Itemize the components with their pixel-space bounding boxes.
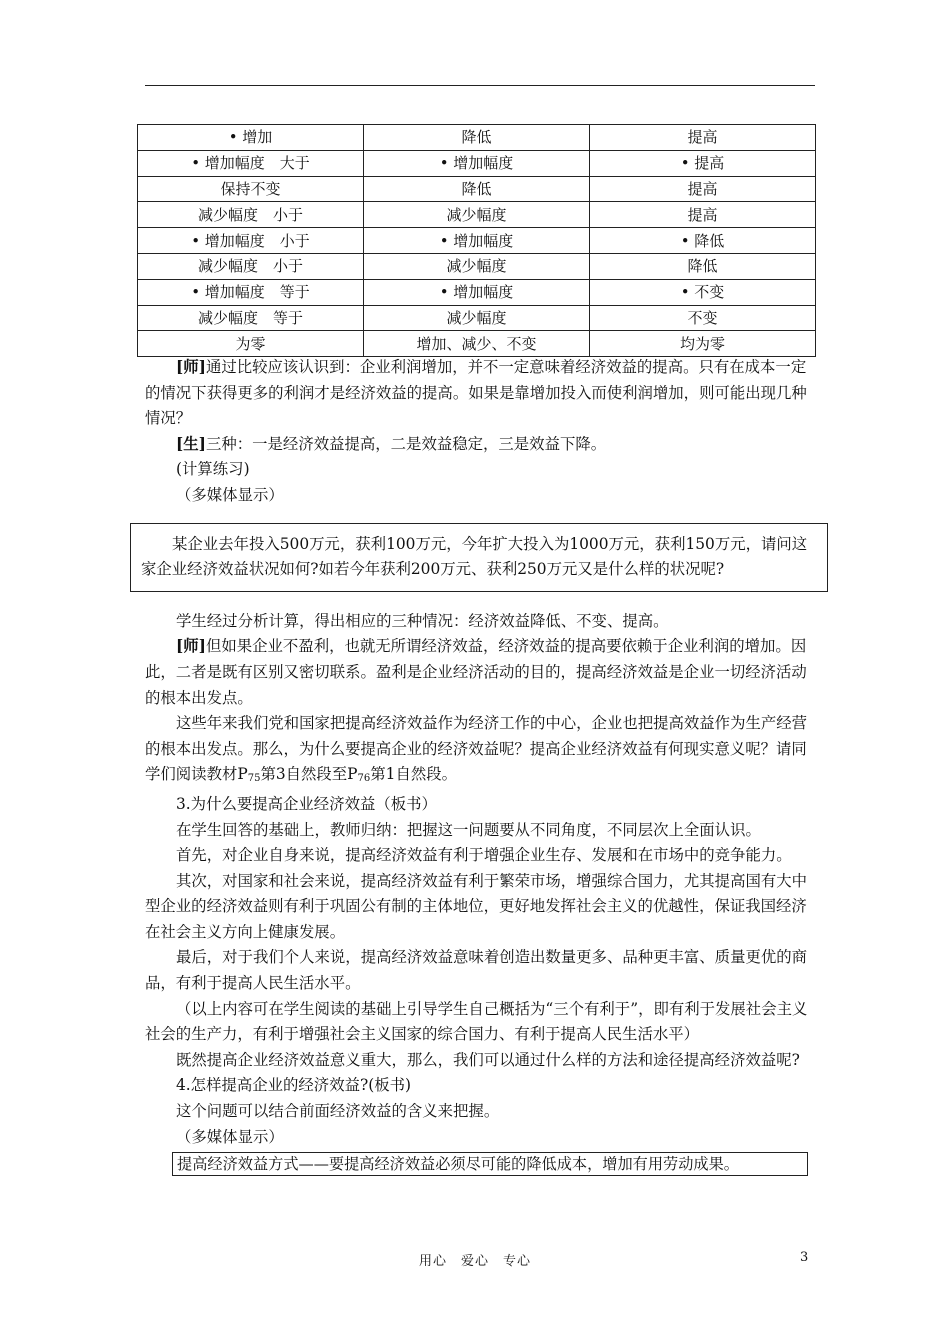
page-number: 3 bbox=[800, 1250, 809, 1265]
table-cell: 不变 bbox=[590, 305, 816, 331]
three-benefits-paragraph: （以上内容可在学生阅读的基础上引导学生自己概括为“三个有利于”，即有利于发展社会主义社会的生产力，有利于增强社会主义国家的综合国力、有利于提高人民生活水平） bbox=[145, 999, 808, 1044]
table-cell: 保持不变 bbox=[138, 176, 364, 202]
comparison-table-body bbox=[138, 125, 816, 357]
table-cell: • 增加幅度 bbox=[364, 228, 590, 254]
table-row bbox=[138, 125, 816, 151]
student-tag: [生] bbox=[176, 434, 206, 453]
table-row bbox=[138, 279, 816, 305]
hint-paragraph: 这个问题可以结合前面经济效益的含义来把握。 bbox=[176, 1102, 500, 1121]
first-point-paragraph: 首先，对企业自身来说，提高经济效益有利于增强企业生存、发展和在市场中的竞争能力。 bbox=[176, 846, 792, 865]
student-paragraph bbox=[145, 432, 815, 458]
table-cell: 增加、减少、不变 bbox=[364, 331, 590, 357]
footer-motto: 用心 爱心 专心 bbox=[418, 1254, 531, 1269]
exercise-box bbox=[130, 523, 828, 592]
table-cell: 减少幅度 小于 bbox=[138, 202, 364, 228]
para4-text: 但如果企业不盈利，也就无所谓经济效益，经济效益的提高要依赖于企业利润的增加。因此，二者是既有区别又密切联系。盈利是企业经济活动的目的，提高经济效益是企业一切经济活动的根本出发点。 bbox=[145, 637, 807, 707]
para5-text-c: 第1自然段。 bbox=[370, 765, 458, 784]
exercise-text: 某企业去年投入500万元，获利100万元，今年扩大投入为1000万元，获利150万元，请问这家企业经济效益状况如何?如若今年获利200万元、获利250万元又是什么样的状况呢? bbox=[141, 534, 808, 579]
table-cell: 降低 bbox=[590, 253, 816, 279]
student-result-paragraph: 学生经过分析计算，得出相应的三种情况：经济效益降低、不变、提高。 bbox=[176, 611, 669, 630]
table-cell: • 增加幅度 大于 bbox=[138, 150, 364, 176]
table-cell: 降低 bbox=[364, 176, 590, 202]
table-cell: 提高 bbox=[590, 125, 816, 151]
table-cell: • 不变 bbox=[590, 279, 816, 305]
table-cell: 减少幅度 bbox=[364, 253, 590, 279]
reading-assignment-paragraph bbox=[145, 711, 815, 792]
page-subscript-75: 75 bbox=[247, 773, 261, 785]
table-row bbox=[138, 228, 816, 254]
page-subscript-76: 76 bbox=[357, 773, 371, 785]
table-cell: 提高 bbox=[590, 176, 816, 202]
table-row bbox=[138, 331, 816, 357]
table-row bbox=[138, 253, 816, 279]
teacher-tag-2: [师] bbox=[176, 637, 206, 656]
transition-paragraph: 既然提高企业经济效益意义重大，那么，我们可以通过什么样的方法和途径提高经济效益呢? bbox=[176, 1050, 800, 1069]
table-row bbox=[138, 150, 816, 176]
comparison-table bbox=[137, 124, 816, 357]
calc-label: (计算练习) bbox=[176, 460, 250, 479]
section-heading-4: 4.怎样提高企业的经济效益?(板书) bbox=[176, 1076, 412, 1095]
teacher-paragraph-2 bbox=[145, 634, 815, 711]
section-heading-3: 3.为什么要提高企业经济效益（板书） bbox=[176, 794, 437, 813]
table-cell: 减少幅度 bbox=[364, 202, 590, 228]
table-cell: 均为零 bbox=[590, 331, 816, 357]
table-cell: • 提高 bbox=[590, 150, 816, 176]
table-cell: • 增加幅度 bbox=[364, 150, 590, 176]
table-cell: • 增加 bbox=[138, 125, 364, 151]
media-label-1: （多媒体显示） bbox=[176, 485, 284, 504]
table-cell: 减少幅度 小于 bbox=[138, 253, 364, 279]
para2-text: 三种：一是经济效益提高，二是效益稳定，三是效益下降。 bbox=[205, 434, 607, 453]
second-point-paragraph: 其次，对国家和社会来说，提高经济效益有利于繁荣市场，增强综合国力，尤其提高国有大中型企业的经济效益则有利于巩固公有制的主体地位，更好地发挥社会主义的优越性，保证我国经济在社会主义方向上健康发展。 bbox=[145, 871, 808, 941]
table-cell: • 增加幅度 bbox=[364, 279, 590, 305]
para5-text-a: 这些年来我们党和国家把提高经济效益作为经济工作的中心，企业也把提高效益作为生产经营的根本出发点。那么，为什么要提高企业的经济效益呢？提高企业经济效益有何现实意义呢？请同学们阅读教材P bbox=[145, 714, 808, 784]
table-cell: 降低 bbox=[364, 125, 590, 151]
teacher-tag: [师] bbox=[176, 358, 206, 376]
teacher-paragraph-1 bbox=[145, 355, 815, 432]
table-cell: • 增加幅度 小于 bbox=[138, 228, 364, 254]
table-cell: 提高 bbox=[590, 202, 816, 228]
table-row bbox=[138, 176, 816, 202]
method-box: 提高经济效益方式——要提高经济效益必须尽可能的降低成本，增加有用劳动成果。 bbox=[172, 1152, 808, 1176]
table-row bbox=[138, 202, 816, 228]
header-rule bbox=[145, 85, 815, 86]
table-cell: 为零 bbox=[138, 331, 364, 357]
para1-text: 通过比较应该认识到：企业利润增加，并不一定意味着经济效益的提高。只有在成本一定的情况下获得更多的利润才是经济效益的提高。如果是靠增加投入而使利润增加，则可能出现几种情况？ bbox=[145, 358, 807, 428]
summary-paragraph: 在学生回答的基础上，教师归纳：把握这一问题要从不同角度，不同层次上全面认识。 bbox=[176, 820, 761, 839]
table-row bbox=[138, 305, 816, 331]
main-content bbox=[141, 355, 815, 1176]
para5-text-b: 第3自然段至P bbox=[260, 765, 358, 784]
table-cell: 减少幅度 等于 bbox=[138, 305, 364, 331]
table-cell: • 降低 bbox=[590, 228, 816, 254]
table-cell: • 增加幅度 等于 bbox=[138, 279, 364, 305]
media-label-2: （多媒体显示） bbox=[176, 1127, 284, 1146]
third-point-paragraph: 最后，对于我们个人来说，提高经济效益意味着创造出数量更多、品种更丰富、质量更优的商品，有利于提高人民生活水平。 bbox=[145, 948, 808, 993]
table-cell: 减少幅度 bbox=[364, 305, 590, 331]
